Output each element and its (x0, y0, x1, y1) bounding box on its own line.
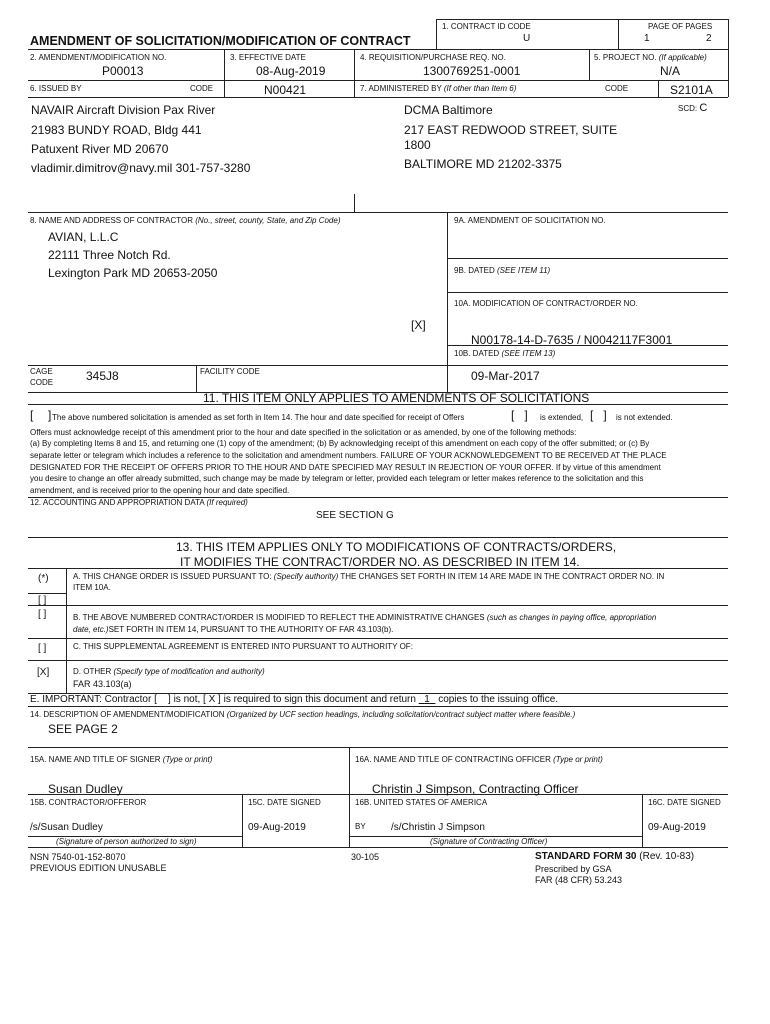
issued-code-label: CODE (190, 84, 214, 93)
item-16c-label: 16C. DATE SIGNED (648, 798, 721, 807)
item-16b-signature[interactable]: /s/Christin J Simpson (391, 822, 485, 833)
footer-prescribed: Prescribed by GSA (535, 864, 612, 874)
administered-by-label: 7. ADMINISTERED BY (If other than Item 6) (360, 84, 517, 93)
project-value: N/A (660, 64, 681, 78)
item-12-label: 12. ACCOUNTING AND APPROPRIATION DATA (If required) (30, 498, 248, 507)
item-13b-mark[interactable]: [ ] (38, 609, 47, 620)
issuer-line-3: Patuxent River MD 20670 (31, 142, 169, 156)
issuer-line-4: vladimir.dimitrov@navy.mil 301-757-3280 (31, 161, 251, 175)
item-10-checkbox[interactable]: [X] (411, 318, 426, 332)
requisition-value: 1300769251-0001 (423, 64, 521, 78)
item-16a-value: Christin J Simpson, Contracting Officer (372, 782, 579, 796)
effective-date-label: 3. EFFECTIVE DATE (230, 53, 306, 62)
item-13b-text-2: date, etc.)SET FORTH IN ITEM 14, PURSUANT TO THE AUTHORITY OF FAR 43.103(b). (73, 625, 394, 634)
admin-line-4: BALTIMORE MD 21202-3375 (404, 157, 562, 171)
item-10a-value: N00178-14-D-7635 / N0042117F3001 (471, 333, 673, 347)
item-13d-text-2: FAR 43.103(a) (73, 679, 132, 689)
page-of-pages-label: PAGE OF PAGES (648, 22, 713, 31)
item-11-para-2: (a) By completing Items 8 and 15, and returning one (1) copy of the amendment; (b) By acknowledging receipt of this amendment on each copy of the offer submitted; or (c) By (30, 439, 650, 448)
item-16b-caption: (Signature of Contracting Officer) (430, 837, 548, 846)
item-13d-text-1: D. OTHER (Specify type of modification and authority) (73, 667, 265, 676)
issued-code-value: N00421 (264, 83, 307, 97)
cage-label-2: CODE (30, 378, 54, 387)
facility-code-label: FACILITY CODE (200, 367, 260, 376)
item-11-para-1: Offers must acknowledge receipt of this amendment prior to the hour and date specified in the solicitation or as amended, by one of the following methods: (30, 428, 577, 437)
page-total: 2 (706, 33, 712, 44)
item-14-value: SEE PAGE 2 (48, 722, 118, 736)
item-15c-label: 15C. DATE SIGNED (248, 798, 321, 807)
item-11-para-3: separate letter or telegram which includes a reference to the solicitation and amendment numbers. FAILURE OF YOUR ACKNOWLEDGEMENT TO BE RECEIVED AT THE PLACE (30, 451, 667, 460)
item-11-para-5: you desire to change an offer already submitted, such change may be made by telegram or letter, provided each telegram or letter makes reference to the solicitation and this (30, 474, 644, 483)
important-copies: 1 (424, 694, 430, 705)
important-required-mark[interactable]: X (208, 694, 216, 705)
admin-line-3: 1800 (404, 138, 431, 152)
admin-code-value: S2101A (670, 83, 713, 97)
item-16b-label: 16B. UNITED STATES OF AMERICA (355, 798, 488, 807)
item-13a-text-1: A. THIS CHANGE ORDER IS ISSUED PURSUANT TO: (Specify authority) THE CHANGES SET FORTH IN ITEM 14 ARE MADE IN THE CONTRACT ORDER NO. IN (73, 572, 665, 581)
item-11-para-4: DESIGNATED FOR THE RECEIPT OF OFFERS PRIOR TO THE HOUR AND DATE SPECIFIED MAY RESULT IN REJECTION OF YOUR OFFER. If by virtue of this amendment (30, 463, 661, 472)
important-line: E. IMPORTANT: Contractor [ ] is not, [ X ] is required to sign this document and return 1 copies to the issuing office. (30, 694, 559, 705)
requisition-label: 4. REQUISITION/PURCHASE REQ. NO. (360, 53, 506, 62)
admin-line-2: 217 EAST REDWOOD STREET, SUITE (404, 123, 618, 137)
project-label: 5. PROJECT NO. (If applicable) (594, 53, 707, 62)
footer-nsn: NSN 7540-01-152-8070 (30, 852, 126, 862)
contract-id-value: U (523, 33, 531, 44)
item-15c-value: 09-Aug-2019 (248, 822, 306, 833)
cage-value: 345J8 (86, 369, 119, 383)
item-13c-mark[interactable]: [ ] (38, 643, 47, 654)
item-15b-label: 15B. CONTRACTOR/OFFEROR (30, 798, 147, 807)
item-11-checkbox-1-close: ] (48, 408, 52, 422)
footer-form-name: STANDARD FORM 30 (Rev. 10-83) (535, 851, 695, 862)
item-13d-mark[interactable]: [X] (37, 667, 50, 678)
item-15a-value: Susan Dudley (48, 782, 123, 796)
item-11-title: 11. THIS ITEM ONLY APPLIES TO AMENDMENTS OF SOLICITATIONS (203, 391, 590, 405)
item-10b-value: 09-Mar-2017 (471, 369, 540, 383)
effective-date-value: 08-Aug-2019 (256, 64, 326, 78)
contractor-line-3: Lexington Park MD 20653-2050 (48, 266, 218, 280)
item-13-blank-mark[interactable]: [ ] (38, 595, 47, 606)
item-13a-mark[interactable]: (*) (38, 573, 49, 584)
item-11-line-1a: The above numbered solicitation is amended as set forth in Item 14. The hour and date specified for receipt of Offers (52, 413, 465, 422)
item-11-line-1b: is extended, (540, 413, 584, 422)
admin-line-1: DCMA Baltimore (404, 103, 493, 117)
item-13c-text: C. THIS SUPPLEMENTAL AGREEMENT IS ENTERED INTO PURSUANT TO AUTHORITY OF: (73, 642, 413, 651)
item-10a-label: 10A. MODIFICATION OF CONTRACT/ORDER NO. (454, 299, 638, 308)
footer-previous-edition: PREVIOUS EDITION UNUSABLE (30, 863, 167, 873)
item-11-checkbox-2[interactable]: [ ] (511, 408, 528, 422)
item-15b-signature[interactable]: /s/Susan Dudley (30, 822, 103, 833)
item-16c-value: 09-Aug-2019 (648, 822, 706, 833)
page-number: 1 (644, 33, 650, 44)
issued-by-label: 6. ISSUED BY (30, 84, 82, 93)
item-16a-label: 16A. NAME AND TITLE OF CONTRACTING OFFICER (Type or print) (355, 755, 603, 764)
item-11-line-1c: is not extended. (616, 413, 673, 422)
item-14-label: 14. DESCRIPTION OF AMENDMENT/MODIFICATION (Organized by UCF section headings, including solicitation/contract subject matter where feasible.) (30, 710, 576, 719)
amendment-no-label: 2. AMENDMENT/MODIFICATION NO. (30, 53, 167, 62)
item-11-checkbox-1[interactable]: [ (30, 408, 34, 422)
item-10b-label: 10B. DATED (SEE ITEM 13) (454, 349, 556, 358)
issuer-line-2: 21983 BUNDY ROAD, Bldg 441 (31, 123, 202, 137)
item-15b-caption: (Signature of person authorized to sign) (56, 837, 197, 846)
item-9b-label: 9B. DATED (SEE ITEM 11) (454, 266, 551, 275)
amendment-no-value: P00013 (102, 64, 144, 78)
item-11-checkbox-3[interactable]: [ ] (590, 408, 607, 422)
item-13-title-2: IT MODIFIES THE CONTRACT/ORDER NO. AS DESCRIBED IN ITEM 14. (180, 555, 580, 569)
item-12-value: SEE SECTION G (316, 510, 394, 521)
scd-label: SCD: C (678, 102, 708, 114)
item-13a-text-2: ITEM 10A. (73, 583, 111, 592)
item-11-para-6: amendment, and is received prior to the opening hour and date specified. (30, 486, 290, 495)
cage-label-1: CAGE (30, 367, 53, 376)
footer-code: 30-105 (351, 852, 380, 862)
item-13-title-1: 13. THIS ITEM APPLIES ONLY TO MODIFICATIONS OF CONTRACTS/ORDERS, (176, 540, 617, 554)
admin-code-label: CODE (605, 84, 629, 93)
footer-far: FAR (48 CFR) 53.243 (535, 875, 623, 885)
contractor-line-1: AVIAN, L.L.C (48, 230, 119, 244)
form-title: AMENDMENT OF SOLICITATION/MODIFICATION OF CONTRACT (30, 34, 411, 48)
item-15a-label: 15A. NAME AND TITLE OF SIGNER (Type or print) (30, 755, 213, 764)
item-16b-by: BY (355, 822, 366, 831)
contractor-line-2: 22111 Three Notch Rd. (48, 248, 171, 262)
item-13b-text-1: B. THE ABOVE NUMBERED CONTRACT/ORDER IS MODIFIED TO REFLECT THE ADMINISTRATIVE CHANGES (such as changes in paying office, appropriation (73, 613, 657, 622)
contractor-label: 8. NAME AND ADDRESS OF CONTRACTOR (No., street, county, State, and Zip Code) (30, 216, 341, 225)
item-9a-label: 9A. AMENDMENT OF SOLICITATION NO. (454, 216, 606, 225)
contract-id-label: 1. CONTRACT ID CODE (442, 22, 531, 31)
issuer-line-1: NAVAIR Aircraft Division Pax River (31, 103, 216, 117)
